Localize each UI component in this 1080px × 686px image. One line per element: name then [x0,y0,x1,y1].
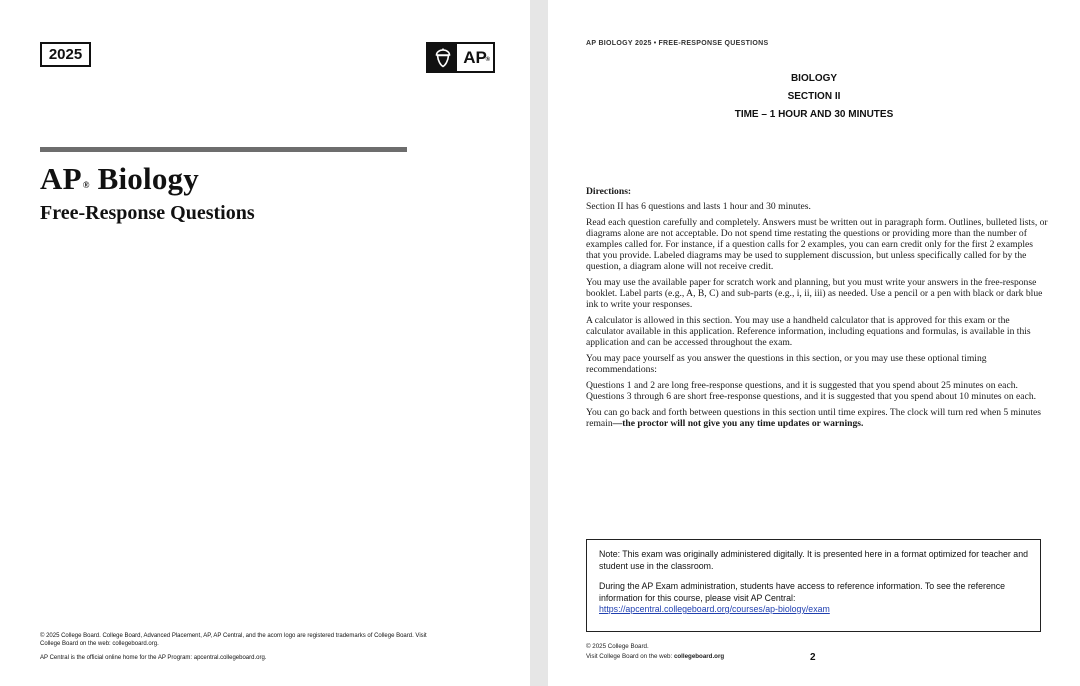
running-head: AP BIOLOGY 2025 • FREE-RESPONSE QUESTIONS [586,40,769,47]
ap-central-notice: AP Central is the official online home for the AP Program: apcentral.collegeboard.org. [40,654,267,661]
footer-copyright: © 2025 College Board. [586,643,649,650]
cover-page [0,0,530,686]
cover-title: AP® Biology [40,161,199,196]
footer-visit: Visit College Board on the web: collegeboard.org [586,653,725,660]
directions-block [586,186,1048,434]
subject-heading: BIOLOGY [790,73,838,84]
directions-paragraph: Section II has 6 questions and lasts 1 hour and 30 minutes. [586,201,811,212]
ap-logo [426,42,495,73]
section-heading [548,70,1080,124]
note-reference: During the AP Exam administration, students have access to reference information. To see the reference information for this course, please visit AP Central: https://apcentral.collegeboard.org/courses/ap-biology/exam [599,581,1006,614]
directions-paragraph: Read each question carefully and completely. Answers must be written out in paragraph form. Outlines, bulleted lists, or diagrams alone are not acceptable. Do not spend time restating the questions or providing more than the number of examples called for. For instance, if a question calls for 2 examples, you can earn credit only for the first 2 examples that you provide. Labeled diagrams may be used to supplement discussion, but unless specifically called for by the question, a diagram alone will not receive credit. [586,217,1048,272]
directions-heading: Directions: [586,186,632,197]
proctor-warning: —the proctor will not give you any time updates or warnings. [612,418,864,429]
exam-year-badge: 2025 [40,42,91,67]
digital-exam-note [586,539,1041,632]
directions-paragraph: You may pace yourself as you answer the questions in this section, or you may use these optional timing recommendations: [586,353,987,375]
directions-paragraph: A calculator is allowed in this section. You may use a handheld calculator that is approved for this exam or the calculator available in this application. Reference information, including equations and formulas, is available in this application and can be accessed throughout the exam. [586,315,1031,348]
time-limit: TIME – 1 HOUR AND 30 MINUTES [734,109,894,120]
note-text: Note: This exam was originally administered digitally. It is presented here in a format optimized for teacher and student use in the classroom. [599,549,1028,571]
page-number: 2 [810,652,816,663]
trademark-notice: © 2025 College Board. College Board, Advanced Placement, AP, AP Central, and the acorn logo are registered trademarks of College Board. Visit College Board on the web: collegeboard.org. [40,633,427,648]
cover-footer [40,632,440,667]
directions-paragraph: You may use the available paper for scratch work and planning, but you must write your answers in the free-response booklet. Label parts (e.g., A, B, C) and sub-parts (e.g., i, ii, iii) as needed. Use a pencil or a pen with black or dark blue ink to write your responses. [586,277,1043,310]
section-label: SECTION II [787,91,841,102]
title-rule [40,147,407,152]
page-footer [586,642,724,662]
directions-paragraph: Questions 1 and 2 are long free-response questions, and it is suggested that you spend about 25 minutes on each. Questions 3 through 6 are short free-response questions, and it is suggested that you spend about 10 minutes on each. [586,380,1037,402]
ap-central-link[interactable]: https://apcentral.collegeboard.org/courses/ap-biology/exam [599,604,830,614]
content-page [548,0,1080,686]
cover-subtitle: Free-Response Questions [40,202,255,224]
ap-logo-text: AP ® [463,48,490,67]
acorn-icon [428,44,457,71]
directions-paragraph: You can go back and forth between questions in this section until time expires. The clock will turn red when 5 minutes remain—the proctor will not give you any time updates or warnings. [586,407,1041,429]
